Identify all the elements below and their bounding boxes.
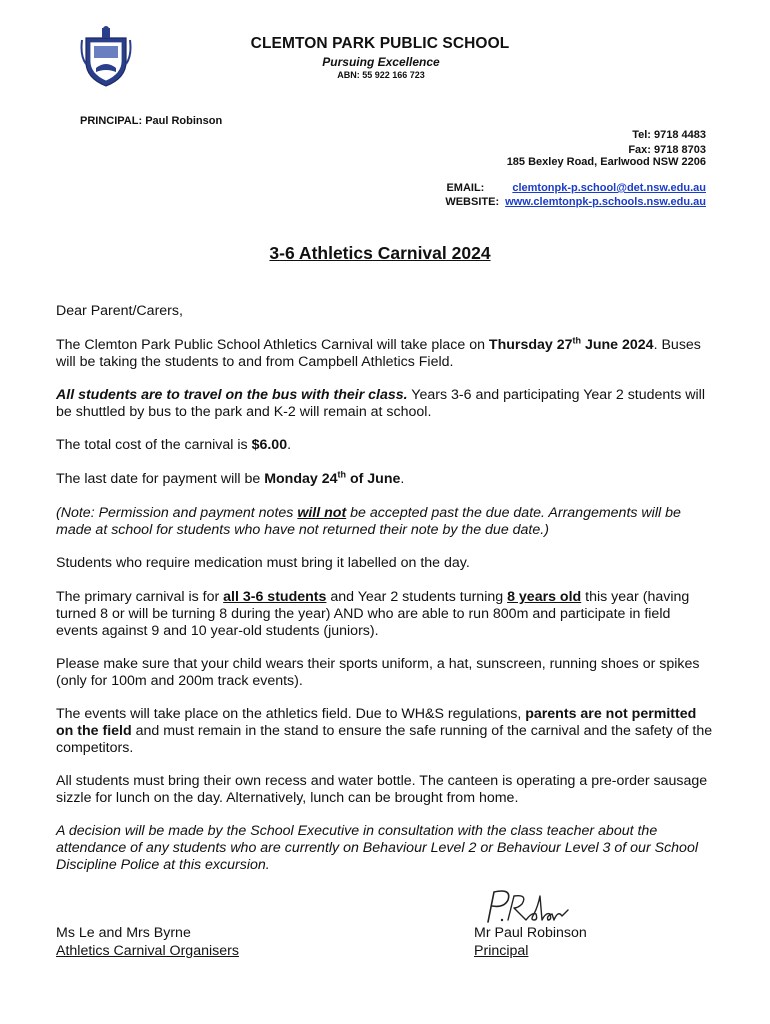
- text: and Year 2 students turning: [326, 589, 508, 605]
- text: Thursday 27: [488, 337, 573, 353]
- paragraph-eligibility: [56, 589, 716, 640]
- superscript: th: [337, 469, 347, 480]
- carnival-date: [489, 337, 654, 353]
- text: of June: [346, 471, 401, 487]
- superscript: th: [572, 335, 582, 346]
- email-link[interactable]: clemtonpk-p.school@det.nsw.edu.au: [512, 182, 706, 194]
- principal-signature: [478, 886, 570, 926]
- phone-number: Tel: 9718 4483: [632, 129, 706, 141]
- paragraph-food: All students must bring their own recess and water bottle. The canteen is operating a pre-order sausage sizzle for lunch on the day. Alternatively, lunch can be brought from home.: [56, 773, 708, 806]
- text: and must remain in the stand to ensure the safe running of the carnival and the safety of the competitors.: [56, 723, 713, 756]
- principal-signoff: [474, 924, 587, 960]
- paragraph-note: [56, 505, 716, 539]
- website-link[interactable]: www.clemtonpk-p.schools.nsw.edu.au: [505, 196, 706, 208]
- text: The events will take place on the athletics field. Due to WH&S regulations,: [56, 706, 526, 722]
- paragraph-behaviour: A decision will be made by the School Executive in consultation with the class teacher about the attendance of any students who are currently on Behaviour Level 2 or Behaviour Level 3 of our School Discipline Police at this excursion.: [56, 823, 698, 873]
- paragraph-uniform: Please make sure that your child wears their sports uniform, a hat, sunscreen, running shoes or spikes (only for 100m and 200m track events).: [56, 656, 700, 689]
- fax-number: Fax: 9718 8703: [628, 144, 706, 156]
- text: June 2024: [581, 337, 654, 353]
- school-motto: Pursuing Excellence: [322, 55, 440, 69]
- paragraph-cost: [56, 437, 716, 454]
- text: .: [287, 437, 292, 453]
- letter-title: 3-6 Athletics Carnival 2024: [269, 243, 491, 263]
- principal-role: Principal: [474, 943, 529, 959]
- text: The total cost of the carnival is: [56, 437, 252, 453]
- greeting: Dear Parent/Carers,: [56, 303, 183, 319]
- text: The primary carnival is for: [56, 589, 224, 605]
- paragraph-date: [56, 337, 716, 371]
- organisers-signoff: [56, 924, 239, 960]
- website-line: [445, 196, 706, 208]
- email-line: [446, 182, 706, 194]
- website-label: WEBSITE:: [445, 196, 500, 208]
- paragraph-parents: [56, 706, 716, 757]
- emphasis: 8 years old: [507, 589, 582, 605]
- school-name: CLEMTON PARK PUBLIC SCHOOL: [250, 35, 510, 52]
- emphasis: parents are not permitted on the field: [56, 706, 697, 739]
- principal-line: [80, 115, 222, 127]
- emphasis: will not: [297, 505, 347, 521]
- paragraph-payment-date: [56, 471, 716, 488]
- emphasis: all 3-6 students: [223, 589, 327, 605]
- bus-notice: All students are to travel on the bus with their class.: [56, 387, 408, 403]
- carnival-cost: $6.00: [251, 437, 288, 453]
- text: Years 3-6 and participating Year 2 students will be shuttled by bus to the park and K-2 will remain at school.: [56, 387, 705, 420]
- organisers-role: Athletics Carnival Organisers: [56, 943, 239, 959]
- paragraph-bus: [56, 387, 716, 421]
- text: .: [400, 471, 405, 487]
- text: this year (having turned 8 or will be turning 8 during the year) AND who are able to run 800m and participate in field events against 9 and 10 year-old students (juniors).: [56, 589, 690, 639]
- text: (Note: Permission and payment notes: [56, 505, 298, 521]
- payment-date: [264, 471, 400, 487]
- abn-number: ABN: 55 922 166 723: [337, 70, 425, 80]
- text: . Buses will be taking the students to and from Campbell Athletics Field.: [56, 337, 701, 370]
- principal-signoff-name: Mr Paul Robinson: [474, 925, 587, 941]
- email-label: EMAIL:: [446, 182, 485, 194]
- text: be accepted past the due date. Arrangements will be made at school for students who have not returned their note by the due date.): [56, 505, 681, 538]
- organisers-names: Ms Le and Mrs Byrne: [56, 925, 191, 941]
- school-address: 185 Bexley Road, Earlwood NSW 2206: [506, 156, 706, 168]
- principal-name: Paul Robinson: [145, 115, 223, 127]
- paragraph-medication: Students who require medication must bring it labelled on the day.: [56, 555, 470, 571]
- principal-label: PRINCIPAL:: [80, 115, 143, 127]
- text: The Clemton Park Public School Athletics Carnival will take place on: [56, 337, 489, 353]
- text: The last date for payment will be: [56, 471, 265, 487]
- text: Monday 24: [264, 471, 338, 487]
